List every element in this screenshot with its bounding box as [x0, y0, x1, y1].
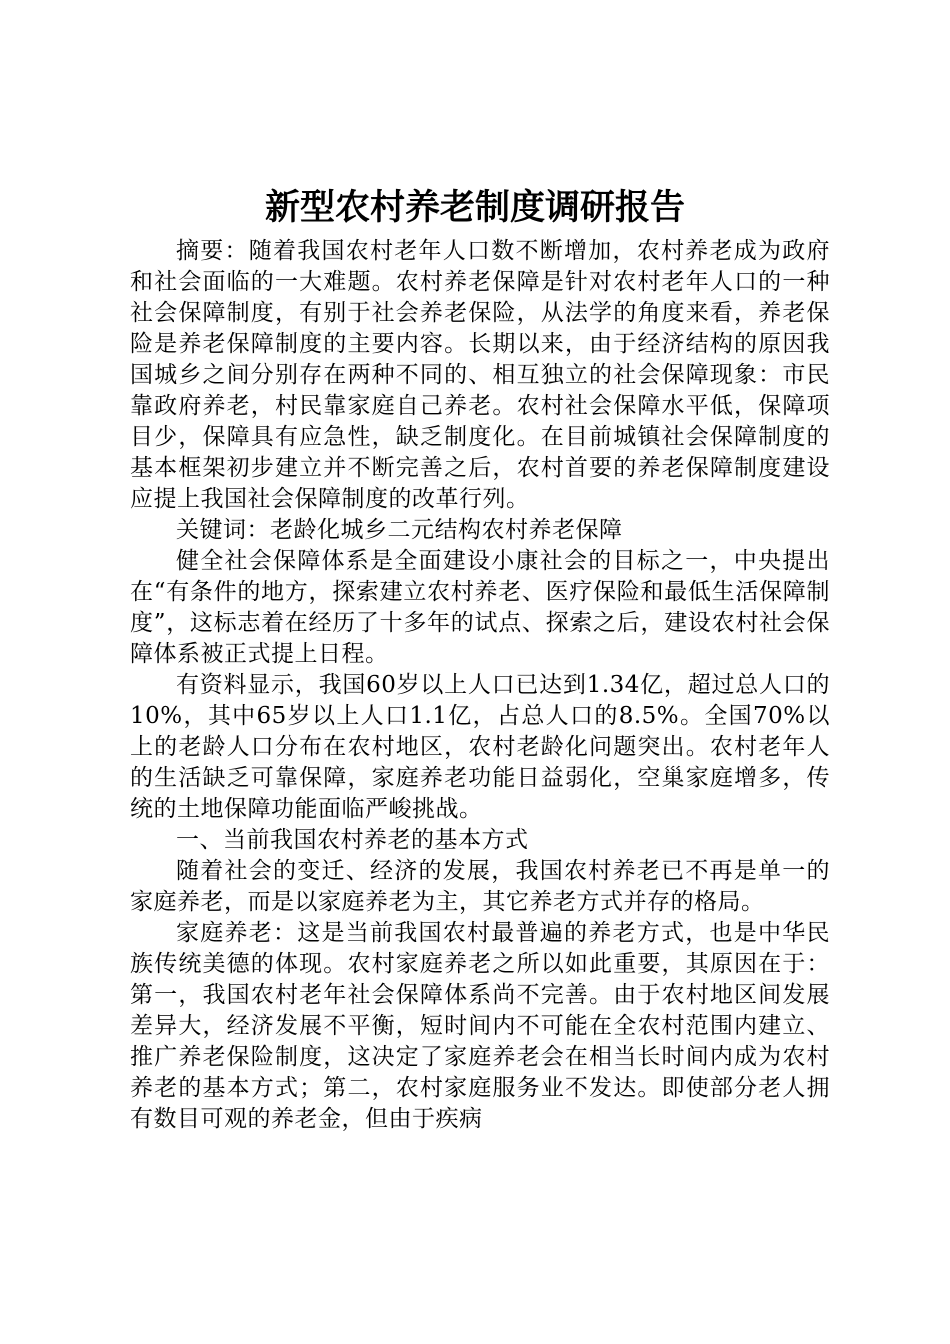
paragraph: 健全社会保障体系是全面建设小康社会的目标之一，中央提出在“有条件的地方，探索建立农村养老、医疗保险和最低生活保障制度”，这标志着在经历了十多年的试点、探索之后，建设农村社会保障体系被正式提上日程。 — [130, 548, 830, 667]
paragraph-abstract: 摘要：随着我国农村老年人口数不断增加，农村养老成为政府和社会面临的一大难题。农村养老保障是针对农村老年人口的一种社会保障制度，有别于社会养老保险，从法学的角度来看，养老保险是养老保障制度的主要内容。长期以来，由于经济结构的原因我国城乡之间分别存在两种不同的、相互独立的社会保障现象：市民靠政府养老，村民靠家庭自己养老。农村社会保障水平低，保障项目少，保障具有应急性，缺乏制度化。在目前城镇社会保障制度的基本框架初步建立并不断完善之后，农村首要的养老保障制度建设应提上我国社会保障制度的改革行列。 — [130, 238, 830, 512]
paragraph: 有资料显示，我国60岁以上人口已达到1.34亿，超过总人口的10%，其中65岁以上人口1.1亿，占总人口的8.5%。全国70%以上的老龄人口分布在农村地区，农村老龄化问题突出。农村老年人的生活缺乏可靠保障，家庭养老功能日益弱化，空巢家庭增多，传统的土地保障功能面临严峻挑战。 — [130, 672, 830, 822]
section-heading: 一、当前我国农村养老的基本方式 — [176, 827, 529, 853]
paragraph: 家庭养老：这是当前我国农村最普遍的养老方式，也是中华民族传统美德的体现。农村家庭养老之所以如此重要，其原因在于：第一，我国农村老年社会保障体系尚不完善。由于农村地区间发展差异大，经济发展不平衡，短时间内不可能在全农村范围内建立、推广养老保险制度，这决定了家庭养老会在相当长时间内成为农村养老的基本方式；第二，农村家庭服务业不发达。即使部分老人拥有数目可观的养老金，但由于疾病 — [130, 920, 830, 1132]
paragraph-keywords: 关键词：老龄化城乡二元结构农村养老保障 — [176, 517, 623, 543]
document-title: 新型农村养老制度调研报告 — [264, 187, 685, 228]
paragraph: 随着社会的变迁、经济的发展，我国农村养老已不再是单一的家庭养老，而是以家庭养老为主，其它养老方式并存的格局。 — [130, 858, 830, 915]
document-body — [130, 236, 830, 1135]
